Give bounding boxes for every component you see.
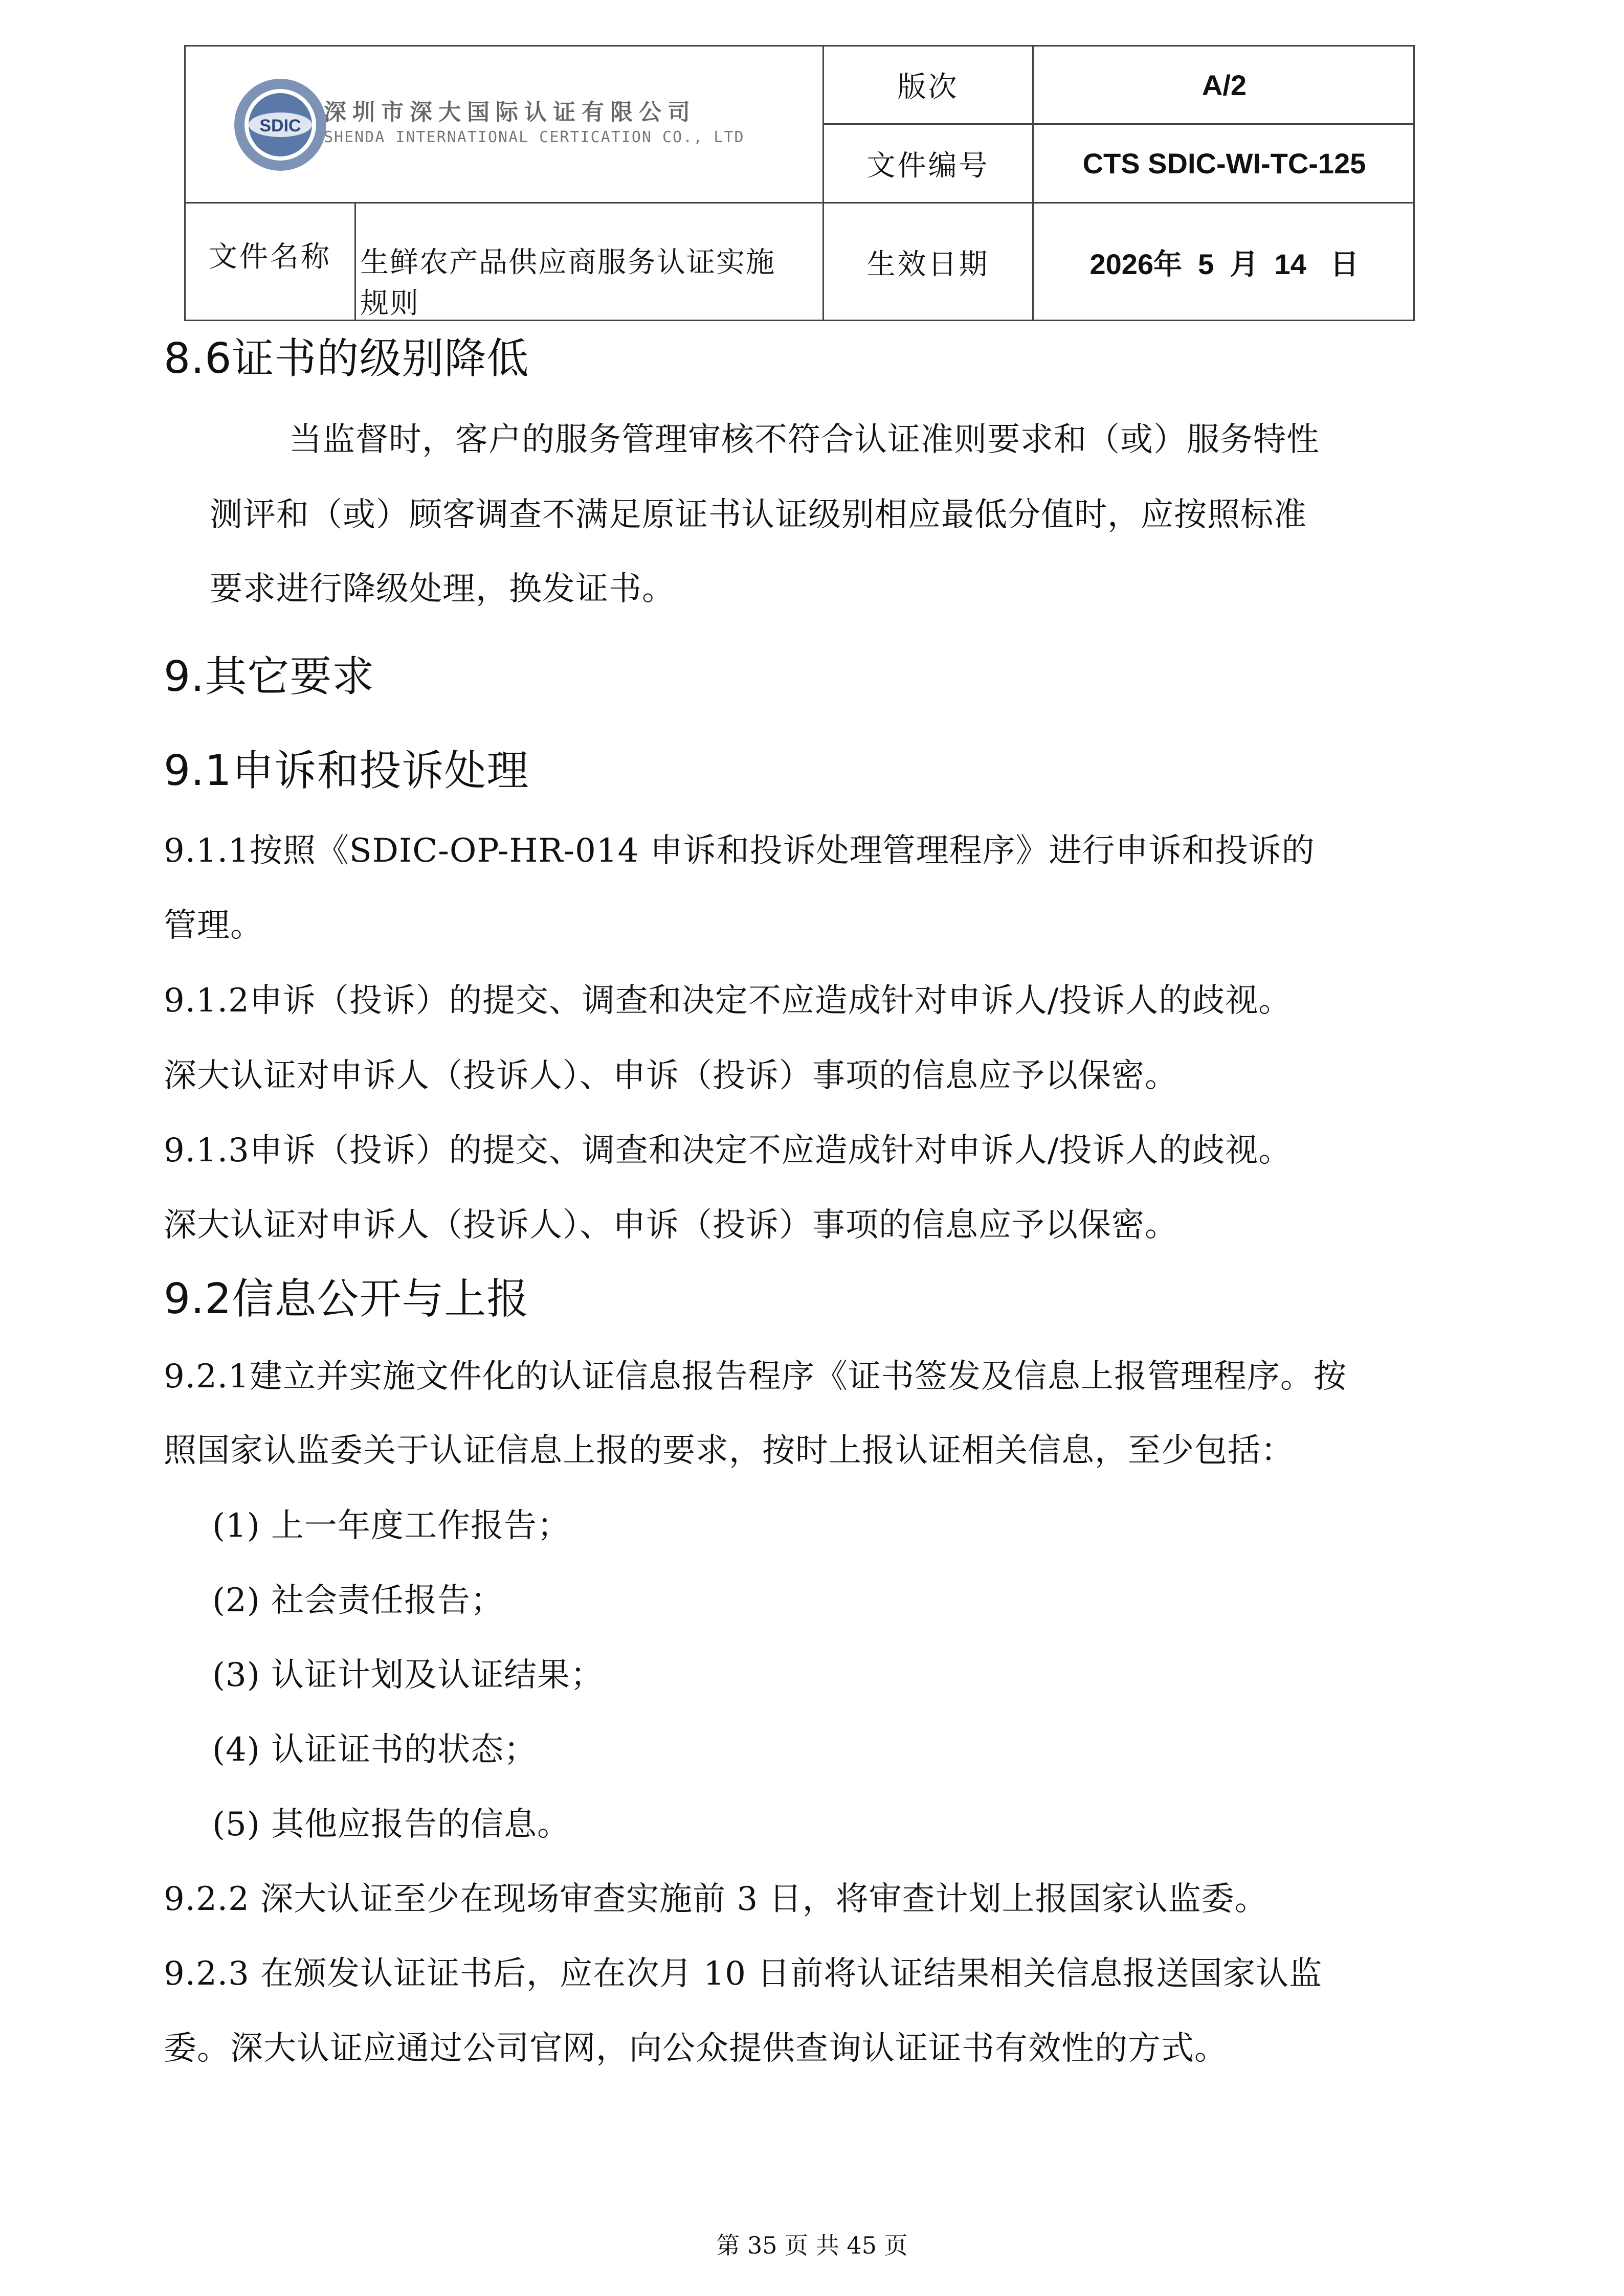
doc-no-label-cell <box>824 125 1032 202</box>
page-number: 第 35 页 共 45 页 <box>716 2232 908 2259</box>
paragraph-line: 深大认证对申诉人（投诉人）、申诉（投诉）事项的信息应予以保密。 <box>164 1057 1178 1095</box>
file-name-value-cell <box>356 204 822 321</box>
list-item: (2) 社会责任报告； <box>212 1582 504 1619</box>
paragraph-line: 当监督时，客户的服务管理审核不符合认证准则要求和（或）服务特性 <box>289 421 1320 459</box>
doc-no-value-cell <box>1034 125 1415 202</box>
paragraph-line: 要求进行降级处理，换发证书。 <box>210 570 675 608</box>
version-value: A/2 <box>1202 69 1247 101</box>
doc-no-label: 文件编号 <box>866 149 990 183</box>
version-value-cell <box>1034 47 1415 123</box>
paragraph-line: 9.1.2申诉（投诉）的提交、调查和决定不应造成针对申诉人/投诉人的歧视。 <box>164 982 1292 1020</box>
company-name-cn: 深圳市深大国际认证有限公司 <box>324 99 696 125</box>
section-heading: 8.6证书的级别降低 <box>164 334 529 383</box>
document-header-table <box>184 45 1415 321</box>
paragraph-line: 测评和（或）顾客调查不满足原证书认证级别相应最低分值时，应按照标准 <box>210 496 1307 534</box>
logo-text: SDIC <box>259 116 301 136</box>
effective-date-value-cell <box>1034 204 1415 321</box>
paragraph-line: 9.2.3 在颁发认证证书后，应在次月 10 日前将认证结果相关信息报送国家认监 <box>164 1955 1323 1993</box>
version-label-cell <box>824 47 1032 123</box>
paragraph-line: 9.1.3申诉（投诉）的提交、调查和决定不应造成针对申诉人/投诉人的歧视。 <box>164 1132 1292 1169</box>
paragraph-line: 9.2.1建立并实施文件化的认证信息报告程序《证书签发及信息上报管理程序。按 <box>164 1358 1347 1395</box>
company-name-en: SHENDA INTERNATIONAL CERTICATION CO., LTD <box>324 128 745 146</box>
file-name-label-cell <box>186 204 354 321</box>
paragraph-line: 照国家认监委关于认证信息上报的要求，按时上报认证相关信息，至少包括： <box>164 1432 1294 1470</box>
company-logo <box>186 47 822 202</box>
paragraph-line: 委。深大认证应通过公司官网，向公众提供查询认证证书有效性的方式。 <box>164 2030 1228 2067</box>
file-name-label: 文件名称 <box>209 240 331 274</box>
file-name-line: 规则 <box>360 287 419 320</box>
paragraph-line: 9.1.1按照《SDIC-OP-HR-014 申诉和投诉处理管理程序》进行申诉和投诉的 <box>164 832 1315 870</box>
list-item: (3) 认证计划及认证结果； <box>212 1656 604 1694</box>
effective-date-label: 生效日期 <box>866 248 990 281</box>
file-name-value <box>360 242 775 324</box>
paragraph-line: 9.2.2 深大认证至少在现场审查实施前 3 日，将审查计划上报国家认监委。 <box>164 1880 1268 1918</box>
section-heading: 9.1申诉和投诉处理 <box>164 747 529 795</box>
list-item: (4) 认证证书的状态； <box>212 1731 537 1769</box>
list-item: (1) 上一年度工作报告； <box>212 1507 570 1545</box>
paragraph-line: 深大认证对申诉人（投诉人）、申诉（投诉）事项的信息应予以保密。 <box>164 1206 1178 1244</box>
file-name-line: 生鲜农产品供应商服务认证实施 <box>360 246 775 279</box>
company-seal-icon <box>232 76 329 173</box>
effective-date-value: 2026年 5 月 14 日 <box>1089 248 1359 280</box>
paragraph-line: 管理。 <box>164 907 263 944</box>
section-heading: 9.其它要求 <box>164 652 375 701</box>
version-label: 版次 <box>897 71 959 104</box>
effective-date-label-cell <box>824 204 1032 321</box>
list-item: (5) 其他应报告的信息。 <box>212 1806 570 1843</box>
section-heading: 9.2信息公开与上报 <box>164 1275 529 1323</box>
doc-no-value: CTS SDIC-WI-TC-125 <box>1082 147 1366 179</box>
